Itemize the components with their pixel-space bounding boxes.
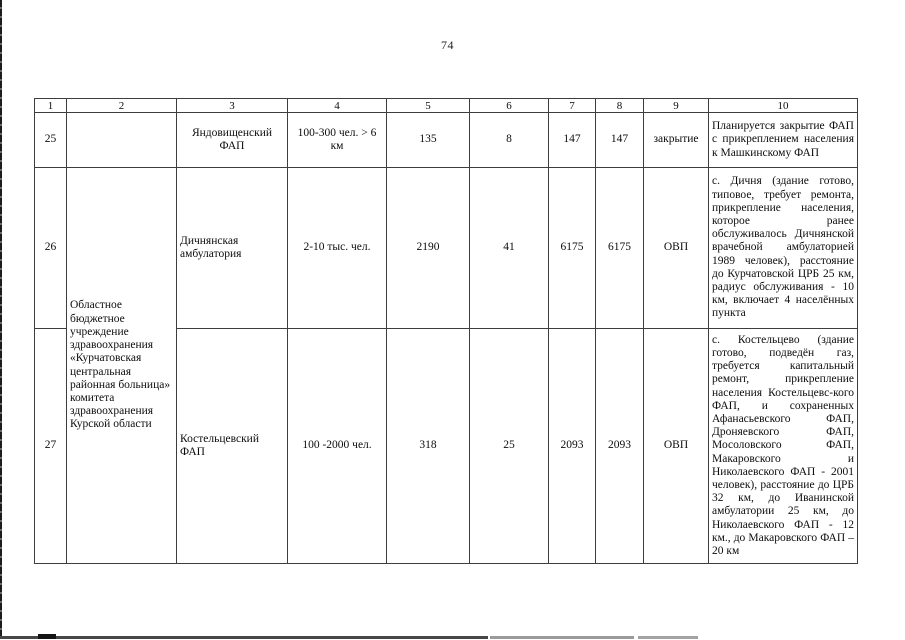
scan-artifact-bottom-bar — [490, 636, 634, 639]
comment: с. Костельцево (здание готово, подведён газ, требуется капитальный ремонт, прикрепление населения Костельцевс-кого ФАП, и сохраненных Афанасьевского ФАП, Дроняевского ФАП, Мосоловского ФАП, Макаровского и Николаевского ФАП - 2001 человек), расстояние до ЦРБ 32 км, до Иванинской амбулатории 25 км, до Николаевского ФАП - 12 км., до Макаровского ФАП – 20 км — [709, 329, 858, 564]
decision: ОВП — [644, 329, 709, 564]
column-header-5: 5 — [387, 99, 470, 113]
facility-name: Дичнянская амбулатория — [177, 168, 288, 329]
value-col6: 8 — [470, 113, 549, 168]
column-header-10: 10 — [709, 99, 858, 113]
facility-name: Яндовищенский ФАП — [177, 113, 288, 168]
column-header-9: 9 — [644, 99, 709, 113]
column-header-3: 3 — [177, 99, 288, 113]
value-col8: 2093 — [596, 329, 644, 564]
comment: Планируется закрытие ФАП с прикреплением населения к Машкинскому ФАП — [709, 113, 858, 168]
table-row-26 — [35, 168, 858, 329]
column-header-7: 7 — [549, 99, 596, 113]
column-header-1: 1 — [35, 99, 67, 113]
scan-artifact-bottom-bar — [638, 636, 698, 639]
column-header-6: 6 — [470, 99, 549, 113]
scan-artifact-bottom-bar — [0, 636, 488, 639]
row-number: 25 — [35, 113, 67, 168]
value-col6: 25 — [470, 329, 549, 564]
institution-cell-empty — [67, 113, 177, 168]
scan-artifact-blotch — [38, 634, 56, 639]
value-col7: 6175 — [549, 168, 596, 329]
value-col7: 147 — [549, 113, 596, 168]
scan-artifact-left-edge — [0, 0, 2, 636]
decision: ОВП — [644, 168, 709, 329]
page-number: 74 — [441, 38, 454, 52]
value-col8: 147 — [596, 113, 644, 168]
size-category: 100-300 чел. > 6 км — [288, 113, 387, 168]
value-col5: 318 — [387, 329, 470, 564]
table-row-25 — [35, 113, 858, 168]
value-col5: 135 — [387, 113, 470, 168]
facility-name: Костельцевский ФАП — [177, 329, 288, 564]
value-col7: 2093 — [549, 329, 596, 564]
size-category: 2-10 тыс. чел. — [288, 168, 387, 329]
value-col5: 2190 — [387, 168, 470, 329]
comment: с. Дичня (здание готово, типовое, требует ремонта, прикрепление населения, которое ранее обслуживалось Дичнянской врачебной амбулаторией 1989 человек), расстояние до Курчатовской ЦРБ 25 км, радиус обслуживания - 10 км, включает 4 населённых пункта — [709, 168, 858, 329]
facilities-table — [34, 98, 858, 564]
column-header-8: 8 — [596, 99, 644, 113]
value-col8: 6175 — [596, 168, 644, 329]
row-number: 26 — [35, 168, 67, 329]
value-col6: 41 — [470, 168, 549, 329]
table-header-row — [35, 99, 858, 113]
institution-cell: Областное бюджетное учреждение здравоохранения «Курчатовская центральная районная больница» комитета здравоохранения Курской области — [67, 168, 177, 564]
size-category: 100 -2000 чел. — [288, 329, 387, 564]
column-header-4: 4 — [288, 99, 387, 113]
decision: закрытие — [644, 113, 709, 168]
row-number: 27 — [35, 329, 67, 564]
column-header-2: 2 — [67, 99, 177, 113]
